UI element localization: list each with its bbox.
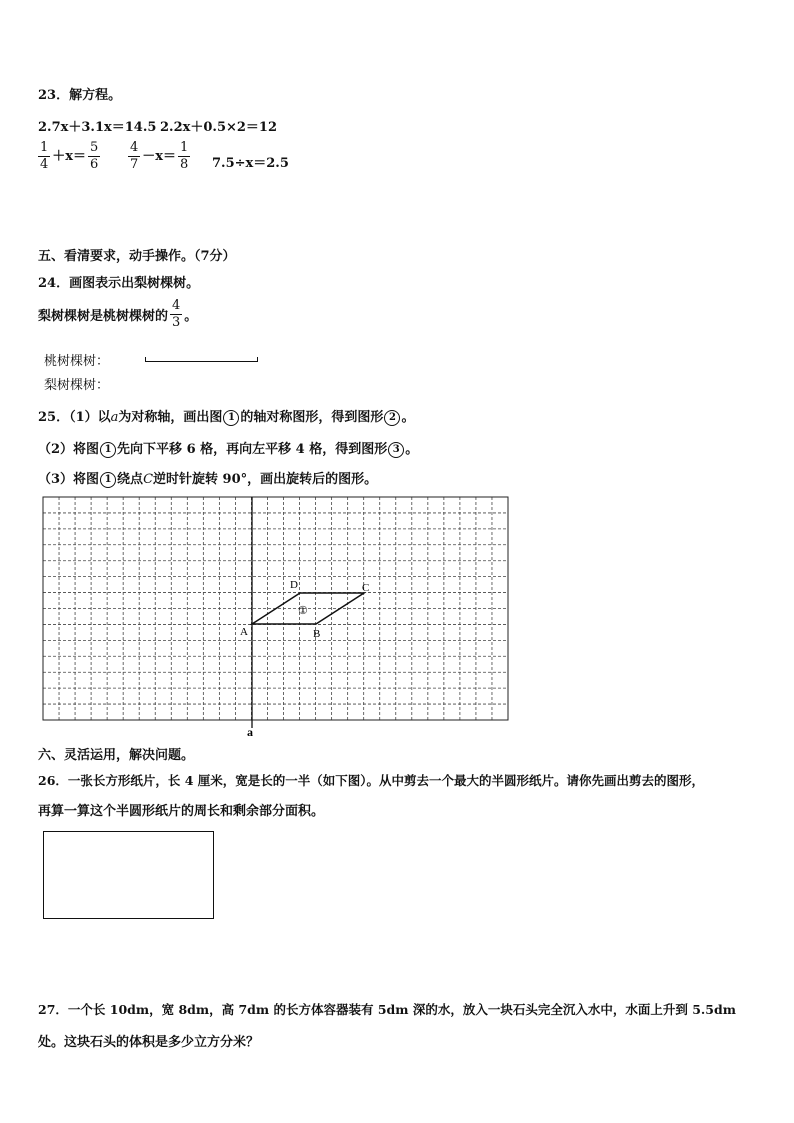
numerator: 1 <box>180 140 189 155</box>
circled-number: 2 <box>384 410 400 426</box>
q25-text: 逆时针旋转 90°，画出旋转后的图形。 <box>153 472 378 487</box>
q25-text: （2）将图 <box>38 442 100 457</box>
operator: ＋x＝ <box>52 149 87 164</box>
shape-number-label: ① <box>298 604 308 617</box>
numerator: 5 <box>90 140 99 155</box>
q25-text: 为对称轴，画出图 <box>118 410 223 425</box>
denominator: 3 <box>172 315 181 330</box>
q25-text: （3）将图 <box>38 472 100 487</box>
paper-rectangle <box>43 831 214 919</box>
point-d-label: D <box>290 579 298 591</box>
q25-text: 25．（1）以 <box>38 410 111 425</box>
q24-line-end: 。 <box>184 309 198 324</box>
q23-eq2: 2.2x＋0.5×2＝12 <box>160 120 278 135</box>
point-a-label: A <box>240 626 248 638</box>
q23-title: 23．解方程。 <box>38 88 122 103</box>
pear-label: 梨树棵树： <box>44 378 110 393</box>
denominator: 7 <box>130 157 139 172</box>
circled-number: 1 <box>100 472 116 488</box>
operator: －x＝ <box>142 149 177 164</box>
q23-eq5: 7.5÷x＝2.5 <box>212 156 289 171</box>
q25-text: 先向下平移 6 格，再向左平移 4 格，得到图形 <box>117 442 388 457</box>
axis-symbol: a <box>110 410 119 425</box>
peach-label: 桃树棵树： <box>44 354 110 369</box>
section6-title: 六、灵活运用，解决问题。 <box>38 748 195 763</box>
axis-label: a <box>247 725 253 739</box>
q25-text: 。 <box>405 442 419 457</box>
circled-number: 1 <box>100 442 116 458</box>
q25-text: 绕点 <box>117 472 144 487</box>
numerator: 1 <box>40 140 49 155</box>
q27-line1: 27．一个长 10dm，宽 8dm，高 7dm 的长方体容器装有 5dm 深的水，放入一块石头完全沉入水中，水面上升到 5.5dm <box>38 1002 736 1017</box>
q25-text: 。 <box>401 410 415 425</box>
q26-line2: 再算一算这个半圆形纸片的周长和剩余部分面积。 <box>38 804 325 819</box>
q24-title: 24．画图表示出梨树棵树。 <box>38 276 200 291</box>
q26-line1: 26．一张长方形纸片，长 4 厘米，宽是长的一半（如下图）。从中剪去一个最大的半圆形纸片。请你先画出剪去的图形， <box>38 773 705 788</box>
denominator: 4 <box>40 157 49 172</box>
circled-number: 1 <box>223 410 239 426</box>
numerator: 4 <box>172 298 181 313</box>
q23-eq1: 2.7x＋3.1x＝14.5 <box>38 120 157 135</box>
point-c-label: C <box>362 582 370 594</box>
denominator: 8 <box>180 157 189 172</box>
point-symbol: C <box>143 472 154 487</box>
numerator: 4 <box>130 140 139 155</box>
circled-number: 3 <box>388 442 404 458</box>
q24-line-text: 梨树棵树是桃树棵树的 <box>38 309 169 324</box>
section5-title: 五、看清要求，动手操作。（7分） <box>38 249 236 264</box>
point-b-label: B <box>313 628 321 640</box>
q27-line2: 处。这块石头的体积是多少立方分米？ <box>38 1035 260 1050</box>
denominator: 6 <box>90 157 99 172</box>
q25-text: 的轴对称图形，得到图形 <box>240 410 384 425</box>
